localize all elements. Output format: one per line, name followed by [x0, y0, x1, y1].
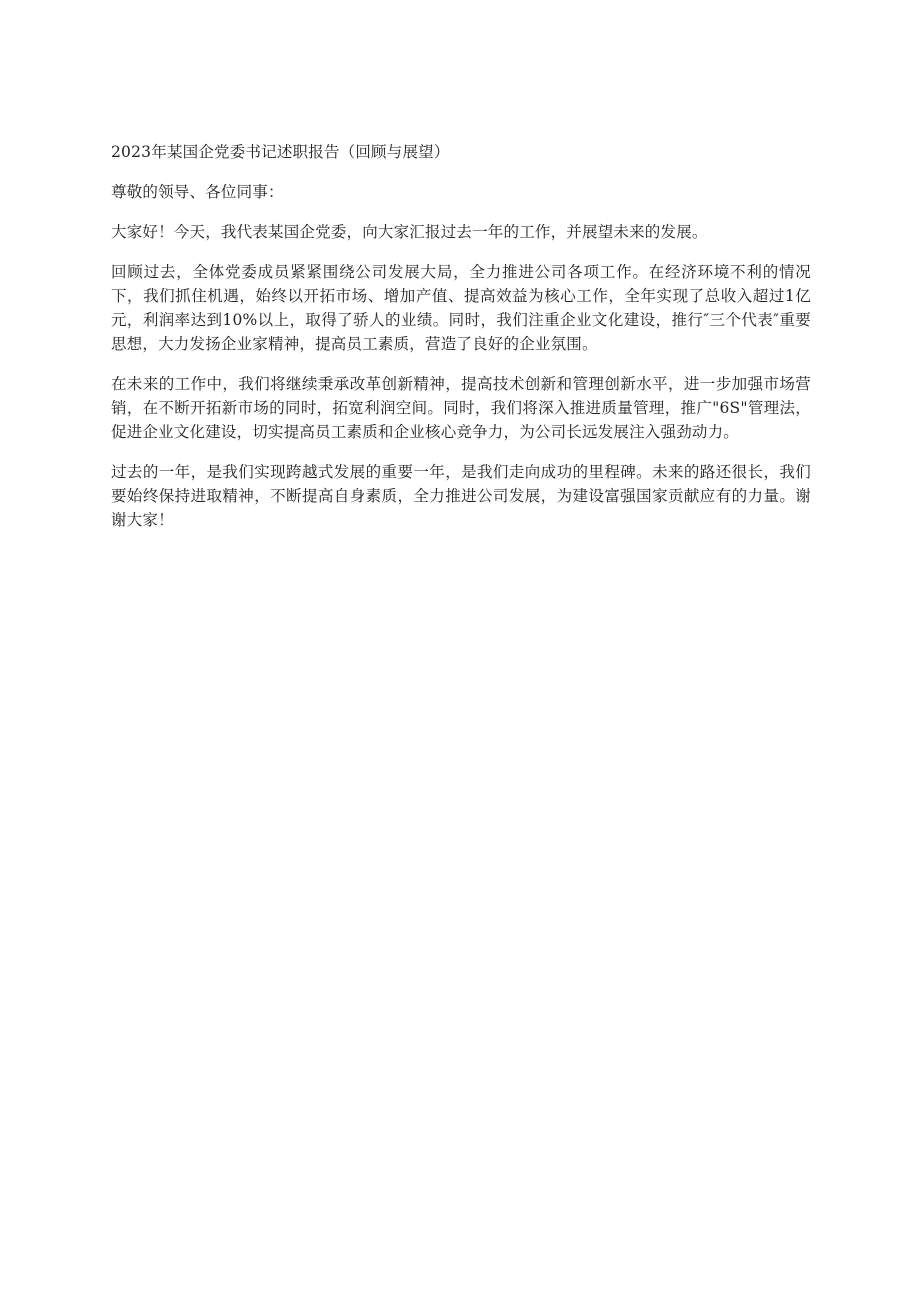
paragraph-review: 回顾过去，全体党委成员紧紧围绕公司发展大局，全力推进公司各项工作。在经济环境不利的情况下，我们抓住机遇，始终以开拓市场、增加产值、提高效益为核心工作，全年实现了总收入超过1亿元，利润率达到10%以上，取得了骄人的业绩。同时，我们注重企业文化建设，推行″三个代表″重要思想，大力发扬企业家精神，提高员工素质，营造了良好的企业氛围。	[111, 263, 811, 353]
paragraph-outlook: 在未来的工作中，我们将继续秉承改革创新精神，提高技术创新和管理创新水平，进一步加强市场营销，在不断开拓新市场的同时，拓宽利润空间。同时，我们将深入推进质量管理，推广"6S"管理法，促进企业文化建设，切实提高员工素质和企业核心竞争力，为公司长远发展注入强劲动力。	[111, 375, 811, 441]
document-body	[111, 140, 811, 548]
salutation: 尊敬的领导、各位同事：	[111, 183, 284, 201]
document-title: 2023年某国企党委书记述职报告（回顾与展望）	[111, 143, 450, 161]
paragraph-greeting: 大家好！今天，我代表某国企党委，向大家汇报过去一年的工作，并展望未来的发展。	[111, 223, 708, 241]
paragraph-closing: 过去的一年，是我们实现跨越式发展的重要一年，是我们走向成功的里程碑。未来的路还很长，我们要始终保持进取精神，不断提高自身素质，全力推进公司发展，为建设富强国家贡献应有的力量。谢谢大家！	[111, 463, 811, 529]
